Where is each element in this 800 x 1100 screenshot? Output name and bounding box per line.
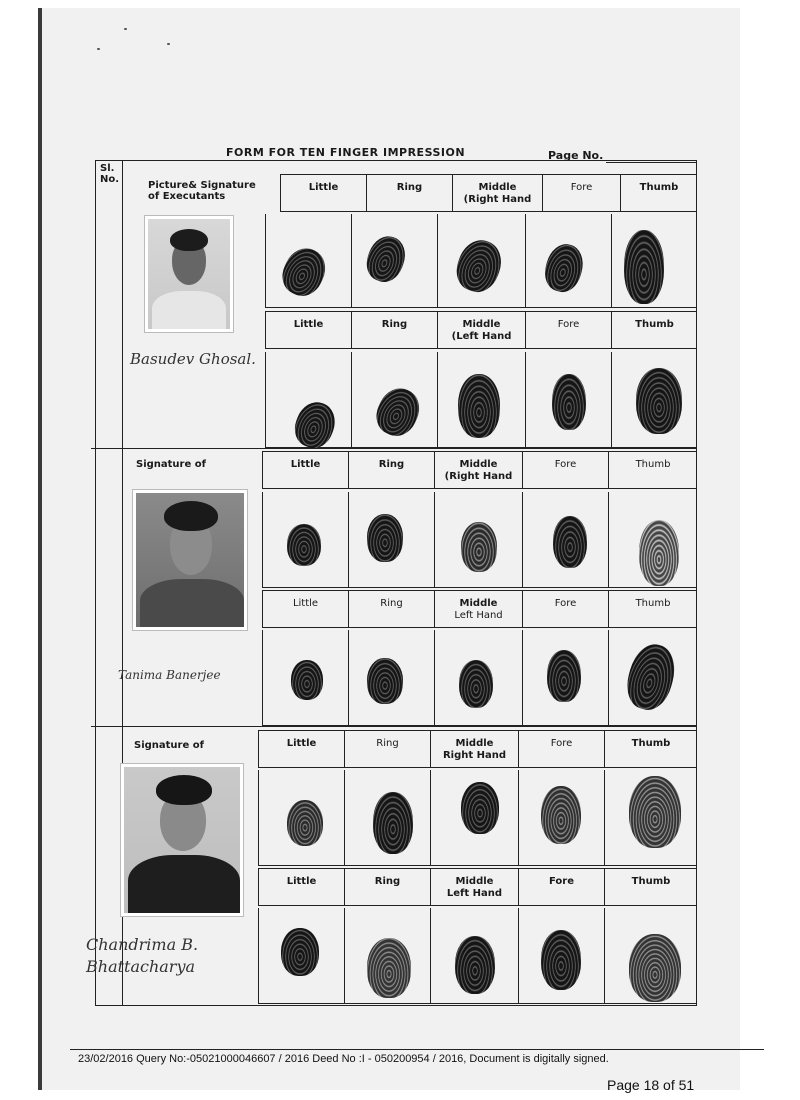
print-cell — [430, 908, 518, 1004]
page-no-label: Page No. — [548, 149, 604, 162]
executant-photo-1 — [145, 216, 233, 332]
header-ring: Ring — [351, 312, 437, 348]
print-cell — [344, 770, 430, 866]
print-cell — [430, 770, 518, 866]
header-middle: Middle Right Hand — [430, 731, 518, 767]
fingerprint — [361, 231, 411, 287]
digital-signature-notice: 23/02/2016 Query No:-05021000046607 / 2016 Deed No :I - 050200954 / 2016, Document is digitally signed. — [78, 1053, 609, 1065]
print-cell — [434, 630, 522, 726]
fingerprint — [287, 524, 321, 566]
print-cell — [262, 630, 348, 726]
fingerprint — [367, 658, 403, 704]
fingerprint — [458, 374, 500, 438]
header-thumb: Thumb — [608, 591, 697, 627]
header-thumb: Thumb — [604, 869, 697, 905]
print-cell — [518, 770, 604, 866]
fingerprint — [629, 934, 681, 1002]
header-ring: Ring — [348, 452, 434, 488]
fingerprint — [540, 240, 587, 296]
executant-signature-3: Chandrima B. Bhattacharya — [86, 935, 199, 976]
header-fore: Fore — [518, 731, 604, 767]
print-cell — [351, 352, 437, 448]
form-title: FORM FOR TEN FINGER IMPRESSION — [226, 146, 466, 159]
fingerprint — [289, 397, 340, 453]
executant-signature-2: Tanima Banerjee — [118, 668, 221, 682]
fingerprint — [450, 234, 507, 297]
fingerprint — [291, 660, 323, 700]
print-cell — [608, 630, 697, 726]
header-fore: Fore — [518, 869, 604, 905]
fingerprint — [459, 660, 493, 708]
header-thumb: Thumb — [611, 312, 697, 348]
section-separator — [91, 448, 697, 449]
header-little: Little — [258, 869, 344, 905]
header-middle: Middle Left Hand — [434, 591, 522, 627]
header-middle: Middle (Right Hand — [434, 452, 522, 488]
print-cell — [604, 770, 697, 866]
fingerprint — [624, 230, 664, 304]
print-cell — [434, 492, 522, 588]
header-little: Little — [262, 591, 348, 627]
fingerprint — [553, 516, 587, 568]
fingerprint — [281, 928, 319, 976]
print-cell — [437, 214, 525, 308]
scan-speck — [167, 43, 170, 45]
fingerprint — [552, 374, 586, 430]
scan-speck — [97, 48, 100, 50]
header-row-right-hand-2 — [262, 451, 697, 489]
print-cell — [525, 214, 611, 308]
print-cell — [608, 492, 697, 588]
header-little: Little — [280, 175, 366, 211]
print-row — [265, 352, 697, 448]
header-thumb: Thumb — [604, 731, 697, 767]
header-thumb: Thumb — [620, 175, 697, 211]
print-cell — [351, 214, 437, 308]
print-cell — [348, 492, 434, 588]
fingerprint — [287, 800, 323, 846]
fingerprint — [547, 650, 581, 702]
print-row — [258, 770, 697, 866]
header-middle: Middle (Right Hand — [452, 175, 542, 211]
header-row-left-hand-2 — [262, 590, 697, 628]
header-fore: Fore — [525, 312, 611, 348]
print-cell — [265, 214, 351, 308]
header-ring: Ring — [366, 175, 452, 211]
fingerprint — [373, 792, 413, 854]
fingerprint — [370, 382, 427, 442]
header-ring: Ring — [344, 869, 430, 905]
fingerprint — [541, 786, 581, 844]
header-fore: Fore — [522, 591, 608, 627]
header-middle: Middle (Left Hand — [437, 312, 525, 348]
print-row — [258, 908, 697, 1004]
print-cell — [518, 908, 604, 1004]
executant-photo-2 — [133, 490, 247, 630]
executant-photo-3 — [121, 764, 243, 916]
print-cell — [258, 770, 344, 866]
header-ring: Ring — [348, 591, 434, 627]
print-cell — [265, 352, 351, 448]
print-cell — [611, 352, 697, 448]
fingerprint — [629, 776, 681, 848]
print-cell — [522, 492, 608, 588]
header-row-right-hand-1 — [280, 174, 697, 212]
print-cell — [522, 630, 608, 726]
signature-of-label-2: Signature of — [136, 459, 206, 470]
scan-speck — [124, 28, 127, 30]
print-row — [262, 630, 697, 726]
header-ring: Ring — [344, 731, 430, 767]
page-counter: Page 18 of 51 — [607, 1077, 695, 1093]
print-cell — [525, 352, 611, 448]
fingerprint — [367, 938, 411, 998]
header-fore: Fore — [522, 452, 608, 488]
executant-signature-1: Basudev Ghosal. — [130, 350, 256, 368]
header-middle: Middle Left Hand — [430, 869, 518, 905]
print-row — [262, 492, 697, 588]
signature-of-label-3: Signature of — [134, 740, 204, 751]
print-cell — [344, 908, 430, 1004]
header-little: Little — [258, 731, 344, 767]
header-thumb: Thumb — [608, 452, 697, 488]
header-row-left-hand-1 — [265, 311, 697, 349]
header-little: Little — [262, 452, 348, 488]
fingerprint — [636, 368, 682, 434]
print-row — [265, 214, 697, 308]
print-cell — [348, 630, 434, 726]
print-cell — [258, 908, 344, 1004]
print-cell — [437, 352, 525, 448]
sl-no-column — [95, 160, 123, 1006]
fingerprint — [461, 522, 497, 572]
fingerprint — [455, 936, 495, 994]
print-cell — [262, 492, 348, 588]
print-cell — [611, 214, 697, 308]
fingerprint — [621, 639, 681, 714]
executant-header: Picture& Signature of Executants — [148, 180, 256, 202]
section-separator — [91, 726, 697, 727]
footer-divider — [70, 1049, 764, 1050]
fingerprint — [461, 782, 499, 834]
fingerprint — [367, 514, 403, 562]
header-little: Little — [265, 312, 351, 348]
fingerprint — [276, 242, 333, 302]
fingerprint — [541, 930, 581, 990]
print-cell — [604, 908, 697, 1004]
header-row-left-hand-3 — [258, 868, 697, 906]
sl-no-label: Sl. No. — [100, 163, 120, 185]
header-fore: Fore — [542, 175, 620, 211]
header-row-right-hand-3 — [258, 730, 697, 768]
fingerprint — [639, 520, 679, 586]
